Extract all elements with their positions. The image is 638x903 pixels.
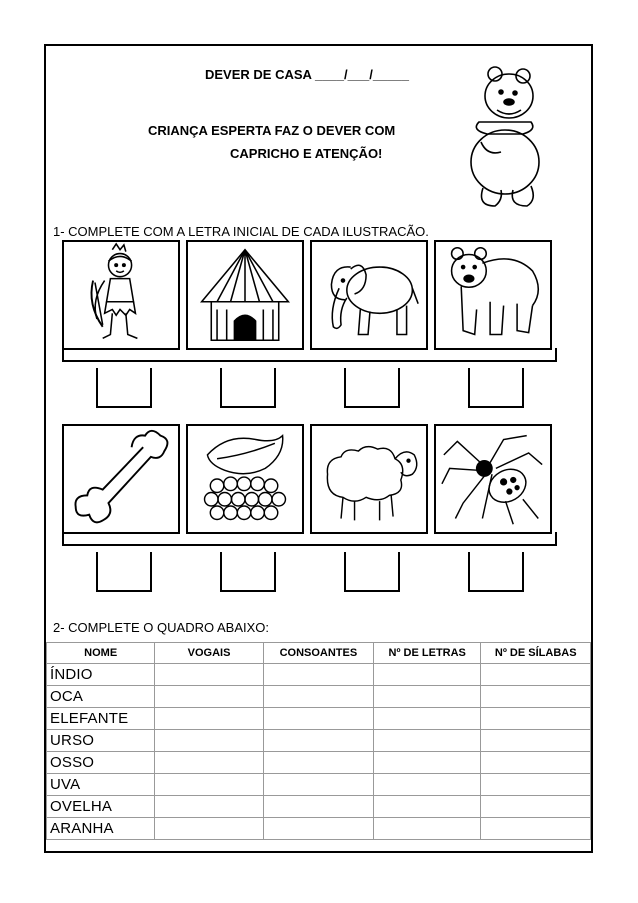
motto-line-2: CAPRICHO E ATENÇÃO! bbox=[230, 146, 383, 161]
grapes-icon bbox=[188, 426, 302, 532]
letras-cell[interactable] bbox=[373, 664, 480, 686]
picture-card bbox=[62, 424, 180, 534]
word-cell: ÍNDIO bbox=[47, 664, 155, 686]
consoantes-cell[interactable] bbox=[263, 730, 373, 752]
picture-card bbox=[434, 424, 552, 534]
word-cell: OVELHA bbox=[47, 796, 155, 818]
vogais-cell[interactable] bbox=[155, 686, 263, 708]
vogais-cell[interactable] bbox=[155, 818, 263, 840]
table-row bbox=[47, 730, 591, 752]
spider-icon bbox=[436, 426, 550, 532]
header-letras: Nº DE LETRAS bbox=[373, 643, 480, 664]
consoantes-cell[interactable] bbox=[263, 708, 373, 730]
silabas-cell[interactable] bbox=[481, 796, 591, 818]
word-cell: OCA bbox=[47, 686, 155, 708]
bear-mascot-icon bbox=[457, 60, 547, 210]
answer-box[interactable] bbox=[344, 552, 400, 592]
picture-card bbox=[310, 240, 428, 350]
consoantes-cell[interactable] bbox=[263, 774, 373, 796]
elephant-icon bbox=[312, 242, 426, 348]
consoantes-cell[interactable] bbox=[263, 796, 373, 818]
word-cell: UVA bbox=[47, 774, 155, 796]
word-cell: ARANHA bbox=[47, 818, 155, 840]
table-row bbox=[47, 708, 591, 730]
motto-line-1: CRIANÇA ESPERTA FAZ O DEVER COM bbox=[148, 123, 396, 138]
letras-cell[interactable] bbox=[373, 752, 480, 774]
vogais-cell[interactable] bbox=[155, 752, 263, 774]
hut-icon bbox=[188, 242, 302, 348]
answer-box[interactable] bbox=[468, 552, 524, 592]
instruction-1: 1- COMPLETE COM A LETRA INICIAL DE CADA ILUSTRACÃO. bbox=[53, 224, 429, 239]
letras-cell[interactable] bbox=[373, 686, 480, 708]
table-header-row bbox=[47, 643, 591, 664]
page-title: DEVER DE CASA ____/___/_____ bbox=[205, 67, 410, 82]
picture-card bbox=[186, 240, 304, 350]
table-row bbox=[47, 664, 591, 686]
answer-box[interactable] bbox=[96, 552, 152, 592]
letras-cell[interactable] bbox=[373, 708, 480, 730]
consoantes-cell[interactable] bbox=[263, 818, 373, 840]
silabas-cell[interactable] bbox=[481, 730, 591, 752]
bone-icon bbox=[64, 426, 178, 532]
bear-icon bbox=[436, 242, 550, 348]
letras-cell[interactable] bbox=[373, 796, 480, 818]
silabas-cell[interactable] bbox=[481, 664, 591, 686]
silabas-cell[interactable] bbox=[481, 774, 591, 796]
silabas-cell[interactable] bbox=[481, 818, 591, 840]
letras-cell[interactable] bbox=[373, 774, 480, 796]
word-table bbox=[46, 642, 591, 840]
indian-boy-icon bbox=[64, 242, 178, 348]
silabas-cell[interactable] bbox=[481, 686, 591, 708]
row-1-strip bbox=[62, 348, 557, 362]
vogais-cell[interactable] bbox=[155, 796, 263, 818]
row-2-strip bbox=[62, 532, 557, 546]
picture-card bbox=[62, 240, 180, 350]
sheep-icon bbox=[312, 426, 426, 532]
table-row bbox=[47, 796, 591, 818]
header-vogais: VOGAIS bbox=[155, 643, 263, 664]
silabas-cell[interactable] bbox=[481, 708, 591, 730]
consoantes-cell[interactable] bbox=[263, 752, 373, 774]
header-consoantes: CONSOANTES bbox=[263, 643, 373, 664]
word-cell: URSO bbox=[47, 730, 155, 752]
vogais-cell[interactable] bbox=[155, 664, 263, 686]
answer-box[interactable] bbox=[220, 552, 276, 592]
answer-box[interactable] bbox=[344, 368, 400, 408]
header-nome: NOME bbox=[47, 643, 155, 664]
table-row bbox=[47, 752, 591, 774]
consoantes-cell[interactable] bbox=[263, 664, 373, 686]
vogais-cell[interactable] bbox=[155, 774, 263, 796]
table-row bbox=[47, 774, 591, 796]
answer-box[interactable] bbox=[220, 368, 276, 408]
header-silabas: Nº DE SÍLABAS bbox=[481, 643, 591, 664]
answer-box[interactable] bbox=[468, 368, 524, 408]
vogais-cell[interactable] bbox=[155, 730, 263, 752]
picture-card bbox=[186, 424, 304, 534]
silabas-cell[interactable] bbox=[481, 752, 591, 774]
letras-cell[interactable] bbox=[373, 730, 480, 752]
word-cell: OSSO bbox=[47, 752, 155, 774]
word-cell: ELEFANTE bbox=[47, 708, 155, 730]
picture-card bbox=[310, 424, 428, 534]
table-row bbox=[47, 686, 591, 708]
table-row bbox=[47, 818, 591, 840]
vogais-cell[interactable] bbox=[155, 708, 263, 730]
consoantes-cell[interactable] bbox=[263, 686, 373, 708]
letras-cell[interactable] bbox=[373, 818, 480, 840]
answer-box[interactable] bbox=[96, 368, 152, 408]
picture-card bbox=[434, 240, 552, 350]
instruction-2: 2- COMPLETE O QUADRO ABAIXO: bbox=[53, 620, 269, 635]
